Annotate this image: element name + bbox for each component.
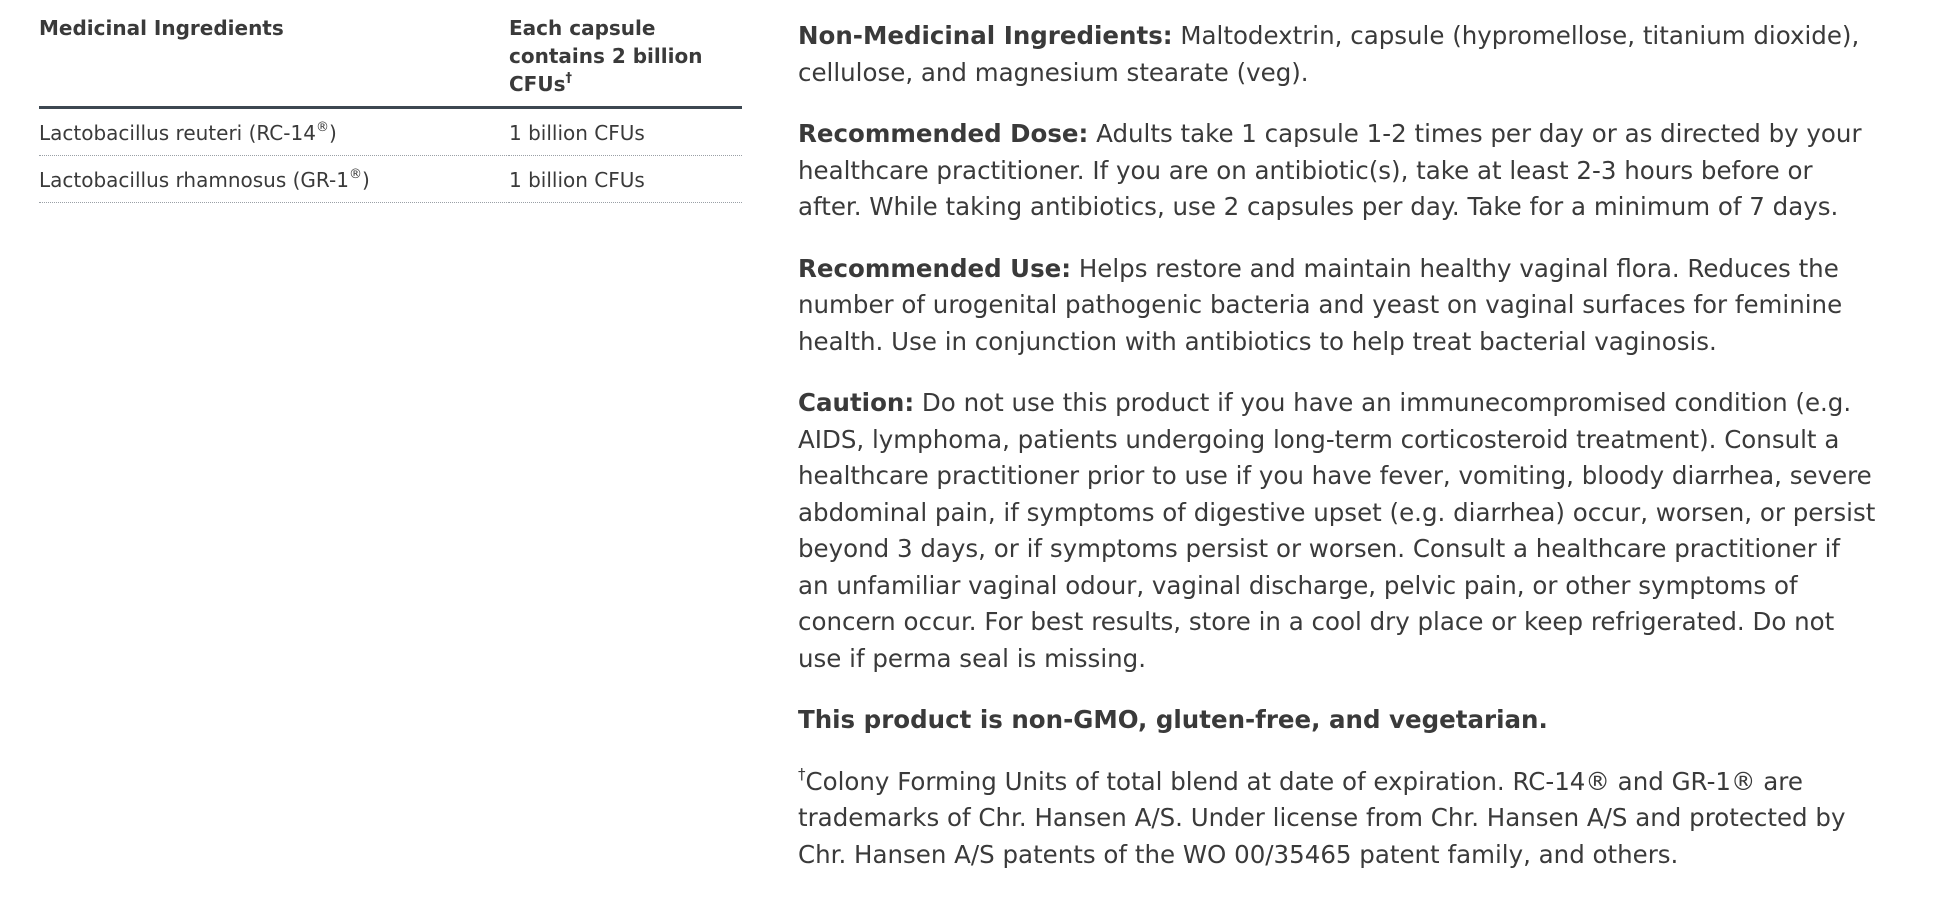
claims-text: This product is non-GMO, gluten-free, and vegetarian. bbox=[798, 705, 1548, 734]
caution bbox=[798, 385, 1878, 677]
ingredient-name: Lactobacillus reuteri (RC-14®) bbox=[39, 108, 509, 156]
product-claims bbox=[798, 702, 1878, 739]
dagger-mark: † bbox=[798, 764, 806, 783]
ingredient-name: Lactobacillus rhamnosus (GR-1®) bbox=[39, 156, 509, 203]
section-label: Recommended Dose: bbox=[798, 119, 1089, 148]
table-row bbox=[39, 108, 742, 156]
section-label: Non-Medicinal Ingredients: bbox=[798, 21, 1173, 50]
header-each-capsule: Each capsule contains 2 billion CFUs† bbox=[509, 14, 742, 108]
product-details bbox=[798, 18, 1878, 898]
header-medicinal-ingredients: Medicinal Ingredients bbox=[39, 14, 509, 108]
recommended-dose bbox=[798, 116, 1878, 226]
section-text: Helps restore and maintain healthy vaginal flora. Reduces the number of urogenital pathogenic bacteria and yeast on vaginal surfaces for feminine health. Use in conjunction with antibiotics to help treat bacterial vaginosis. bbox=[798, 253, 1843, 356]
recommended-use bbox=[798, 251, 1878, 361]
table-header-row bbox=[39, 14, 742, 108]
section-text: Do not use this product if you have an immunecompromised condition (e.g. AIDS, lymphoma, patients undergoing long-term corticosteroid treatment). Consult a healthcare practitioner prior to use if you have fever, vomiting, bloody diarrhea, severe abdominal pain, if symptoms of digestive upset (e.g. diarrhea) occur, worsen, or persist beyond 3 days, or if symptoms persist or worsen. Consult a healthcare practitioner if an unfamiliar vaginal odour, vaginal discharge, pelvic pain, or other symptoms of concern occur. For best results, store in a cool dry place or keep refrigerated. Do not use if perma seal is missing. bbox=[798, 388, 1876, 673]
ingredients-panel bbox=[39, 14, 742, 203]
registered-mark: ® bbox=[348, 167, 362, 182]
ingredient-amount: 1 billion CFUs bbox=[509, 108, 742, 156]
section-label: Caution: bbox=[798, 388, 915, 417]
footnote-text: Colony Forming Units of total blend at date of expiration. RC-14® and GR-1® are trademarks of Chr. Hansen A/S. Under license from Chr. Hansen A/S and protected by Chr. Hansen A/S patents of the WO 00/35465 patent family, and others. bbox=[798, 766, 1846, 869]
footnote bbox=[798, 764, 1878, 874]
dagger-mark: † bbox=[565, 71, 572, 86]
table-row bbox=[39, 156, 742, 203]
ingredient-amount: 1 billion CFUs bbox=[509, 156, 742, 203]
registered-mark: ® bbox=[315, 120, 329, 135]
non-medicinal-ingredients bbox=[798, 18, 1878, 91]
section-label: Recommended Use: bbox=[798, 253, 1072, 283]
medicinal-ingredients-table bbox=[39, 14, 742, 203]
section-text: Adults take 1 capsule 1-2 times per day or as directed by your healthcare practitioner. If you are on antibiotic(s), take at least 2-3 hours before or after. While taking antibiotics, use 2 capsules per day. Take for a minimum of 7 days. bbox=[798, 119, 1862, 221]
section-text: Maltodextrin, capsule (hypromellose, titanium dioxide), cellulose, and magnesium stearate (veg). bbox=[798, 21, 1860, 87]
